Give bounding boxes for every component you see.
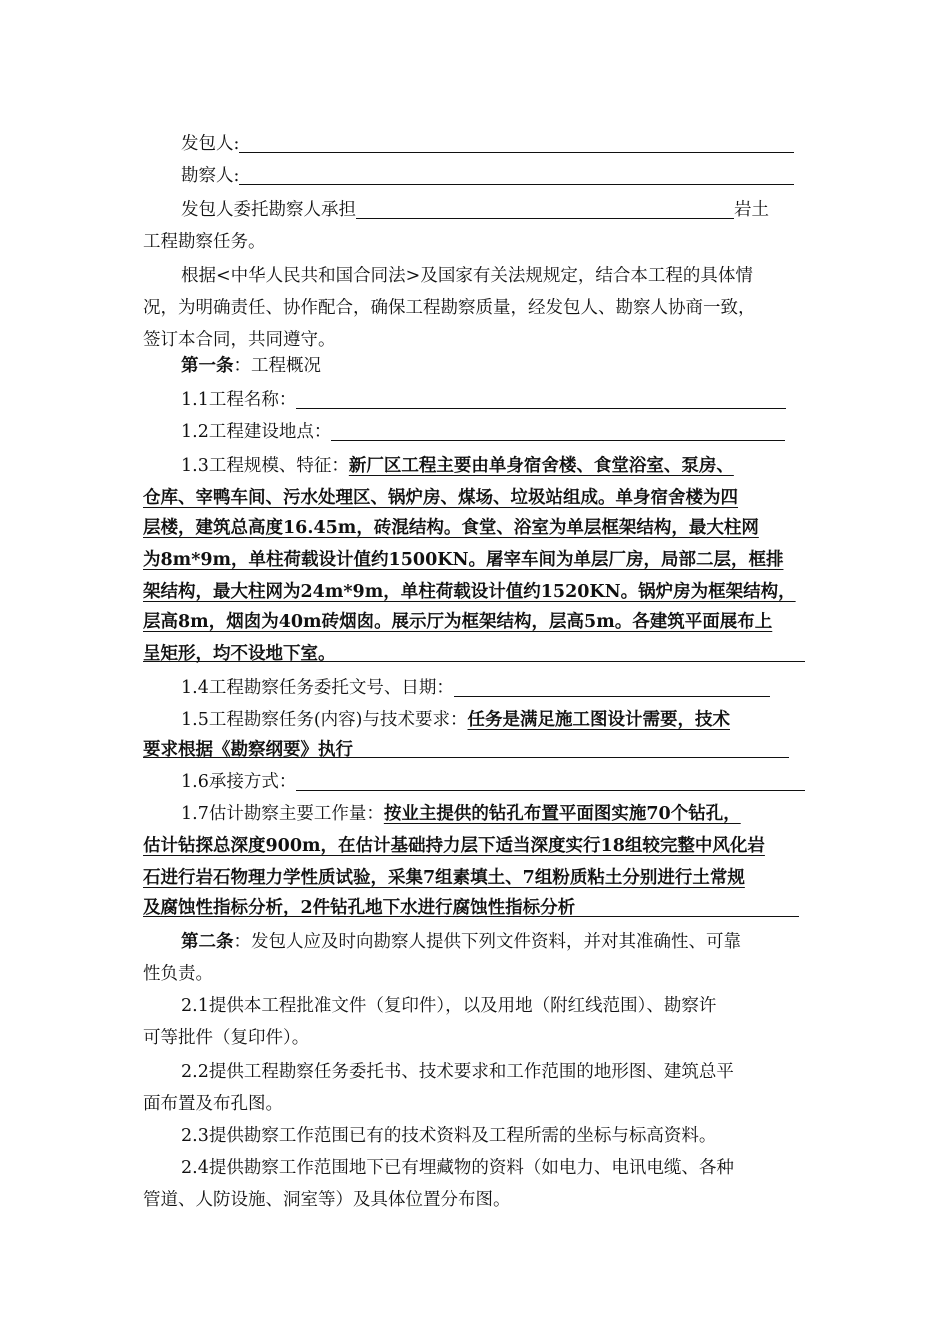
article-2-title-line-2: 性负责。: [143, 964, 213, 984]
surveyor-blank: [239, 183, 794, 185]
intro-line-3: 签订本合同，共同遵守。: [143, 330, 336, 350]
item-1-3: [181, 450, 805, 483]
commission-number-blank: [454, 695, 770, 697]
item-1-4: [181, 672, 805, 705]
tech-req-end-rule: [143, 757, 789, 758]
intro-line-2: 况，为明确责任、协作配合，确保工程勘察质量，经发包人、勘察人协商一致，: [143, 298, 756, 318]
employer-blank: [239, 151, 794, 153]
item-1-7: [181, 798, 805, 831]
scale-text-4: 为8m*9m，单柱荷载设计值约1500KN。屠宰车间为单层厂房，局部二层，框排: [143, 550, 784, 570]
item-1-3-label: 1.3工程规模、特征：: [181, 456, 349, 476]
surveyor-label: 勘察人:: [181, 166, 240, 186]
project-location-blank: [331, 439, 785, 441]
workload-end-rule: [143, 916, 799, 917]
scale-text-5: 架结构，最大柱网为24m*9m，单柱荷载设计值约1520KN。锅炉房为框架结构，: [143, 582, 796, 602]
scale-text-7: 呈矩形，均不设地下室。: [143, 644, 336, 664]
item-1-1: [181, 384, 805, 417]
item-2-2-line-1: 2.2提供工程勘察任务委托书、技术要求和工作范围的地形图、建筑总平: [181, 1062, 734, 1082]
item-1-4-label: 1.4工程勘察任务委托文号、日期：: [181, 678, 454, 698]
scale-text-2: 仓库、宰鸭车间、污水处理区、锅炉房、煤场、垃圾站组成。单身宿舍楼为四: [143, 488, 738, 508]
tech-req-text-2: 要求根据《勘察纲要》执行: [143, 740, 353, 760]
entrust-line: [181, 194, 805, 227]
surveyor-line: [181, 160, 805, 193]
item-1-1-label: 1.1工程名称：: [181, 390, 297, 410]
item-2-1-line-1: 2.1提供本工程批准文件（复印件），以及用地（附红线范围）、勘察许: [181, 996, 717, 1016]
entrust-blank: [356, 217, 734, 219]
article-1-number: 第一条: [181, 356, 234, 376]
scale-text-3: 层楼，建筑总高度16.45m，砖混结构。食堂、浴室为单层框架结构，最大柱网: [143, 518, 759, 538]
item-2-4-line-1: 2.4提供勘察工作范围地下已有埋藏物的资料（如电力、电讯电缆、各种: [181, 1158, 734, 1178]
item-1-7-label: 1.7估计勘察主要工作量：: [181, 804, 384, 824]
entrust-suffix: 岩土: [734, 200, 769, 220]
contract-method-blank: [296, 789, 805, 791]
item-1-5: [181, 704, 805, 737]
item-1-2-label: 1.2工程建设地点：: [181, 422, 332, 442]
article-2-title: [181, 926, 805, 959]
tech-req-text-1: 任务是满足施工图设计需要，技术: [467, 710, 730, 730]
scale-text-6: 层高8m，烟囱为40m砖烟囱。展示厅为框架结构，层高5m。各建筑平面展布上: [143, 612, 773, 632]
employer-label: 发包人:: [181, 134, 240, 154]
workload-text-3: 石进行岩石物理力学性质试验，采集7组素填土、7组粉质粘土分别进行土常规: [143, 868, 745, 888]
item-2-4-line-2: 管道、人防设施、洞室等）及具体位置分布图。: [143, 1190, 511, 1210]
article-1-title: [181, 350, 805, 383]
item-1-5-label: 1.5工程勘察任务(内容)与技术要求：: [181, 710, 468, 730]
item-2-1-line-2: 可等批件（复印件）。: [143, 1028, 310, 1048]
scale-end-rule: [143, 661, 805, 662]
item-2-3-line-1: 2.3提供勘察工作范围已有的技术资料及工程所需的坐标与标高资料。: [181, 1126, 717, 1146]
entrust-prefix: 发包人委托勘察人承担: [181, 200, 356, 220]
workload-text-1: 按业主提供的钻孔布置平面图实施70个钻孔，: [383, 804, 741, 824]
article-2-heading: ：发包人应及时向勘察人提供下列文件资料，并对其准确性、可靠: [233, 932, 741, 952]
project-name-blank: [296, 407, 786, 409]
item-1-6-label: 1.6承接方式：: [181, 772, 297, 792]
item-1-2: [181, 416, 805, 449]
scale-text-1: 新厂区工程主要由单身宿舍楼、食堂浴室、泵房、: [348, 456, 734, 476]
article-1-heading: ：工程概况: [233, 356, 321, 376]
item-2-2-line-2: 面布置及布孔图。: [143, 1094, 283, 1114]
employer-line: [181, 128, 805, 161]
entrust-line-2: 工程勘察任务。: [143, 232, 266, 252]
workload-text-2: 估计钻探总深度900m，在估计基础持力层下适当深度实行18组较完整中风化岩: [143, 836, 765, 856]
article-2-number: 第二条: [181, 932, 234, 952]
intro-line-1: 根据<中华人民共和国合同法>及国家有关法规规定，结合本工程的具体情: [181, 266, 753, 286]
workload-text-4: 及腐蚀性指标分析，2件钻孔地下水进行腐蚀性指标分析: [143, 898, 576, 918]
item-1-6: [181, 766, 805, 799]
